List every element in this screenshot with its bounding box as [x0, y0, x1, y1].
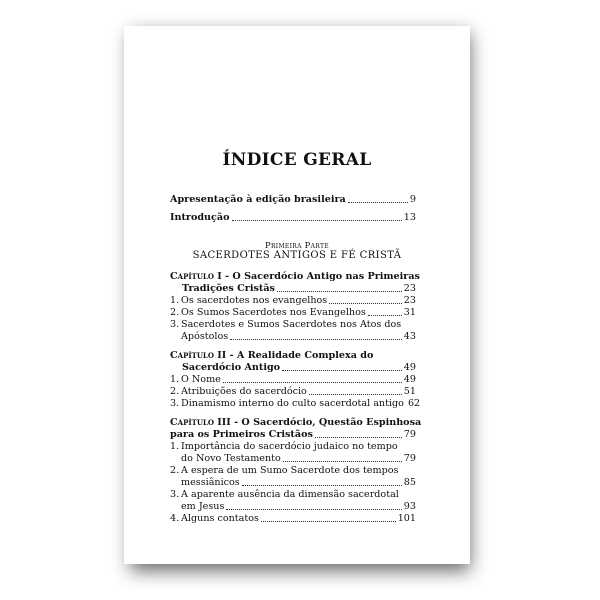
item-number: 4. — [170, 513, 180, 524]
entry-label-cont: do Novo Testamento — [181, 453, 281, 464]
entry-label: Os sacerdotes nos evangelhos — [181, 295, 328, 306]
toc-item — [170, 465, 416, 477]
entry-page: 51 — [403, 386, 416, 397]
entry-label-cont: messiânicos — [181, 477, 240, 488]
item-number: 3. — [170, 489, 180, 500]
chapter-prefix: Capítulo I — [170, 271, 222, 282]
toc-item — [170, 386, 416, 398]
dot-leader — [232, 219, 402, 221]
chapter-title: - O Sacerdócio, Questão Espinhosa — [230, 417, 422, 428]
entry-label: A espera de um Sumo Sacerdote dos tempos — [181, 465, 399, 476]
chapter-title: - O Sacerdócio Antigo nas Primeiras — [221, 271, 420, 282]
part-label: Primeira Parte — [265, 240, 329, 250]
dot-leader — [315, 436, 402, 438]
entry-page: 23 — [403, 295, 416, 306]
dot-leader — [230, 338, 402, 340]
entry-page: 93 — [403, 501, 416, 512]
toc-item — [170, 398, 421, 410]
dot-leader — [277, 290, 402, 292]
page-title: ÍNDICE GERAL — [222, 150, 372, 170]
chapter-prefix: Capítulo II — [170, 350, 227, 361]
dot-leader — [223, 381, 402, 383]
chapter-3-heading-line2 — [170, 429, 416, 441]
toc-item — [170, 295, 416, 307]
item-number: 1. — [170, 441, 180, 452]
toc-item-cont — [170, 501, 416, 513]
entry-page: 23 — [403, 283, 416, 294]
toc-entry-introduction — [170, 212, 416, 224]
entry-page: 101 — [397, 513, 416, 524]
chapter-title-cont: para os Primeiros Cristãos — [170, 429, 313, 440]
dot-leader — [282, 369, 402, 371]
entry-page: 49 — [403, 362, 416, 373]
toc-entry-presentation — [170, 194, 416, 206]
item-number: 2. — [170, 307, 180, 318]
entry-page: 79 — [403, 429, 416, 440]
toc-item — [170, 319, 416, 331]
entry-label: A aparente ausência da dimensão sacerdotal — [181, 489, 399, 500]
item-number: 1. — [170, 374, 180, 385]
toc-item — [170, 307, 416, 319]
chapter-prefix: Capítulo III — [170, 417, 231, 428]
entry-label-cont: em Jesus — [181, 501, 225, 512]
entry-page: 79 — [403, 453, 416, 464]
toc-item-cont — [170, 331, 416, 343]
entry-label: Introdução — [170, 212, 230, 223]
entry-page: 13 — [403, 212, 416, 223]
item-number: 2. — [170, 465, 180, 476]
chapter-2-heading — [170, 350, 416, 362]
part-title: SACERDOTES ANTIGOS E FÉ CRISTÃ — [192, 250, 402, 261]
entry-label: O Nome — [181, 374, 221, 385]
entry-page: 9 — [409, 194, 416, 205]
dot-leader — [226, 508, 401, 510]
toc-item — [170, 489, 416, 501]
item-number: 3. — [170, 319, 180, 330]
item-number: 2. — [170, 386, 180, 397]
item-number: 1. — [170, 295, 180, 306]
toc-item — [170, 513, 416, 525]
dot-leader — [283, 460, 402, 462]
entry-page: 43 — [403, 331, 416, 342]
entry-label: Os Sumos Sacerdotes nos Evangelhos — [181, 307, 366, 318]
dot-leader — [309, 393, 402, 395]
toc-item — [170, 441, 416, 453]
chapter-1-heading — [170, 271, 420, 283]
entry-label: Atribuições do sacerdócio — [181, 386, 307, 397]
dot-leader — [368, 314, 402, 316]
entry-label-cont: Apóstolos — [181, 331, 229, 342]
entry-label: Dinamismo interno do culto sacerdotal antigo — [181, 398, 404, 409]
chapter-1-heading-line2 — [170, 283, 416, 295]
dot-leader — [348, 201, 408, 203]
dot-leader — [329, 302, 402, 304]
entry-label: Apresentação à edição brasileira — [170, 194, 346, 205]
dot-leader — [242, 484, 402, 486]
toc-item — [170, 374, 416, 386]
chapter-3-heading — [170, 417, 422, 429]
item-number: 3. — [170, 398, 180, 409]
entry-label: Alguns contatos — [181, 513, 259, 524]
entry-page: 85 — [403, 477, 416, 488]
chapter-2-heading-line2 — [170, 362, 416, 374]
entry-page: 62 — [407, 398, 421, 409]
dot-leader — [261, 520, 396, 522]
chapter-title: - A Realidade Complexa do — [226, 350, 374, 361]
toc-item-cont — [170, 477, 416, 489]
book-page — [124, 26, 470, 564]
chapter-title-cont: Sacerdócio Antigo — [182, 362, 281, 373]
toc-item-cont — [170, 453, 416, 465]
entry-label: Sacerdotes e Sumos Sacerdotes nos Atos dos — [181, 319, 402, 330]
chapter-title-cont: Tradições Cristãs — [182, 283, 275, 294]
entry-page: 31 — [403, 307, 416, 318]
entry-label: Importância do sacerdócio judaico no tempo — [181, 441, 398, 452]
entry-page: 49 — [403, 374, 416, 385]
